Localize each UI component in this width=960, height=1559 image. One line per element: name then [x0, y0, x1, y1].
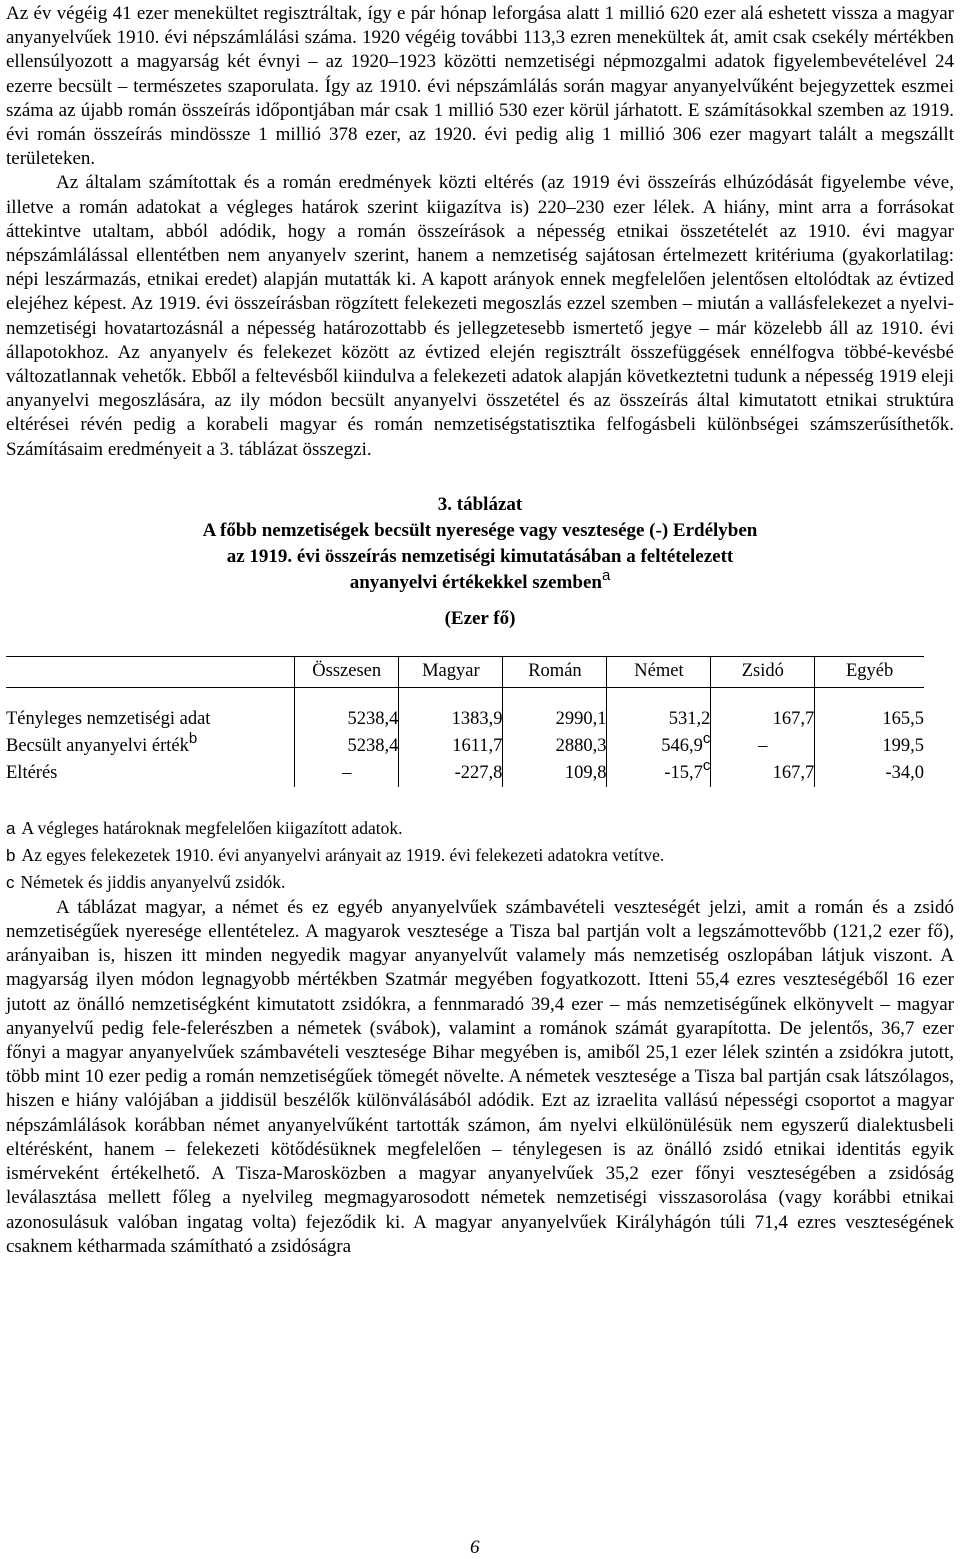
paragraph-1: Az év végéig 41 ezer menekültet regisztráltak, így e pár hónap leforgása alatt 1 millió 620 ezer alá eshetett vissza a magyar anyanyelvűek 1910. évi népszámlálási száma. 1920 végéig további 113,3 ezren menekültek át, amit csak csekély mértékben ellensúlyozott a magyarság két évnyi – az 1920–1923 közötti nemzetiségi népmozgalmi adatok figyelembevételével 24 ezerre becsült – természetes szaporulata. Így az 1910. évi népszámlálás során magyar anyanyelvűként bejegyzettek eszmei száma az újabb román összeírás időpontjában már csak 1 millió 530 ezer körül járhatott. E számításokkal szemben az 1919. évi román összeírás mindössze 1 millió 378 ezer, az 1920. évi pedig alig 1 millió 306 ezer magyart talált a megszállt területeken.	[6, 3, 954, 170]
table-cell: –	[295, 760, 399, 787]
table-cell: 5238,4	[295, 733, 399, 760]
footnote-c	[6, 869, 954, 896]
table-row	[6, 706, 924, 733]
table-cell: 199,5	[882, 735, 924, 756]
table-cell: -227,8	[399, 760, 503, 787]
footnote-text: A végleges határoknak megfelelően kiigazított adatok.	[21, 817, 403, 838]
table-title-footnote-mark: a	[601, 566, 611, 584]
table-number: 3. táblázat	[437, 493, 523, 515]
table-cell: -34,0	[885, 762, 924, 783]
footnote-mark: c	[6, 872, 15, 892]
table-title-line-3-text: anyanyelvi értékekkel szemben	[349, 571, 602, 593]
table-cell	[607, 729, 711, 760]
row-label-text: Becsült anyanyelvi érték	[6, 735, 189, 756]
table-cell: 167,7	[711, 706, 815, 733]
table-cell: 2990,1	[503, 706, 607, 733]
table-cell: 5238,4	[295, 706, 399, 733]
table-title-line-1: A főbb nemzetiségek becsült nyeresége vagy vesztesége (-) Erdélyben	[202, 519, 758, 541]
row-label: Eltérés	[6, 760, 295, 787]
table-cell: 2880,3	[503, 733, 607, 760]
footnote-mark: a	[6, 818, 16, 838]
header-cell-zsido: Zsidó	[711, 656, 815, 687]
footnote-b	[6, 842, 954, 869]
table-cell-footnote-mark: c	[702, 756, 711, 774]
header-cell-empty	[6, 656, 295, 687]
table-cell: 531,2	[607, 706, 711, 733]
paragraph-2: Az általam számítottak és a román eredmények közti eltérés (az 1919 évi összeírás elhúzódását figyelembe véve, illetve a román adatokat a végleges határok szerint kiigazítva is) 220–230 ezer lélek. A hiány, mint arra a forrásokat áttekintve utaltam, abból adódik, hogy a román összeírások a népesség etnikai összetételét az 1910. évi magyar népszámlálással ellentétben nem anyanyelv szerint, hanem a nemzetiség sajátosan értelmezett kritériuma (gyakorlatilag: népi leszármazás, etnikai eredet) alapján mutatták ki. A kapott arányok ennek megfelelően jelentősen eltolódtak az évtized elejéhez képest. Az 1919. évi összeírásban rögzített felekezeti megoszlás ezzel szemben – miután a vallásfelekezet a nyelvi-nemzetiségi hovatartozásnál a népesség határozottabb és jellegzetesebb ismertető jegye – már közelebb áll az 1910. évi állapotokhoz. Az anyanyelv és felekezet között az évtized elején regisztrált összefüggések ennélfogva többé-kevésbé változatlannak vehetők. Ebből a feltevésből kiindulva a felekezeti adatok alapján következtetni tudunk a népesség 1919 eleji anyanyelvi megoszlására, az ily módon becsült anyanyelvi összetétel és az összeírás által kimutatott etnikai struktúra eltérései révén pedig a korabeli magyar és román nemzetiségstatisztika felfogásbeli különbségei számszerűsíthetők. Számításaim eredményeit a 3. táblázat összegzi.	[6, 172, 954, 460]
data-table	[6, 656, 924, 787]
table-header-row	[6, 656, 924, 687]
row-label	[6, 729, 295, 760]
footnote-text: Németek és jiddis anyanyelvű zsidók.	[20, 871, 286, 892]
table-title	[6, 518, 954, 596]
table-footnotes	[6, 815, 954, 896]
table-cell: 1383,9	[399, 706, 503, 733]
table-spacer-row	[6, 687, 924, 706]
page-number: 6	[470, 1537, 480, 1558]
document-page	[6, 2, 954, 1259]
header-cell-roman: Román	[503, 656, 607, 687]
footnote-mark: b	[6, 845, 16, 865]
header-cell-magyar: Magyar	[399, 656, 503, 687]
table-cell-value: -15,7	[664, 762, 703, 783]
table-row	[6, 733, 924, 760]
header-cell-nemet: Német	[607, 656, 711, 687]
table-cell-footnote-mark: c	[702, 729, 711, 747]
paragraph-3: A táblázat magyar, a német és ez egyéb anyanyelvűek számbavételi veszteségét jelzi, amit a román és a zsidó nemzetiségűek nyeresége ellentételez. A magyarok vesztesége a Tisza bal partján volt a legszámottevőbb (121,2 ezer fő), arányaiban is, hiszen itt minden negyedik magyar anyanyelvűt valamely más nemzetiség oszlopában látjuk viszont. A magyarság ilyen módon legnagyobb mértékben Szatmár megyében fogyatkozott. Itteni 55,4 ezres veszteségéből 16 ezer jutott az önálló nemzetiségként kimutatott zsidókra, a fennmaradó 39,4 ezer – más nemzetiségűnek elkönyvelt – magyar anyanyelvű pedig fele-felerészben a németek (svábok), valamint a románok számát gyarapította. De jelentős, 36,7 ezer főnyi a magyar anyanyelvűek számbavételi vesztesége Bihar megyében is, amiből 25,1 ezer lélek szintén a zsidókra jutott, több mint 10 ezer pedig a román nemzetiségűek tömegét növelte. A németek vesztesége a Tisza bal partján csak látszólagos, hiszen e hiány valójában a jiddisül beszélők különválásából adódik. Ezt az izraelita vallású népességi csoportot a magyar népszámlálások korábban német anyanyelvűként tartották számon, ám nyelvi elkülönülésük nem egyszerű dialektusbeli eltérésként, hanem – felekezeti kötődésüknek megfelelően – ténylegesen is az önálló zsidó etnikai identitás egyik ismérveként értékelhető. A Tisza-Marosközben a magyar anyanyelvűek 35,2 ezer főnyi veszteségében a zsidóság leválasztása mellett főleg a nyelvileg megmagyarosodott németek nemzetiségi visszasorolása (vagy korábbi etnikai azonosulásuk valóban ingatag volta) fejeződik ki. A magyar anyanyelvűek Királyhágón túli 71,4 ezres veszteségének csaknem kétharmada számítható a zsidóságra	[6, 896, 954, 1257]
header-cell-egyeb: Egyéb	[815, 656, 924, 687]
header-cell-osszesen: Összesen	[295, 656, 399, 687]
table-cell: 1611,7	[399, 733, 503, 760]
table-cell: 109,8	[503, 760, 607, 787]
table-title-line-3	[6, 566, 954, 596]
table-row	[6, 760, 924, 787]
table-title-line-2: az 1919. évi összeírás nemzetiségi kimutatásában a feltételezett	[226, 545, 734, 567]
table-cell	[607, 756, 711, 787]
row-label: Tényleges nemzetiségi adat	[6, 706, 295, 733]
table-cell-value: 546,9	[661, 735, 703, 756]
table-cell: –	[711, 733, 815, 760]
table-cell: 167,7	[711, 760, 815, 787]
table-unit: (Ezer fő)	[444, 607, 516, 629]
row-label-footnote-mark: b	[188, 729, 198, 747]
footnote-a	[6, 815, 954, 842]
footnote-text: Az egyes felekezetek 1910. évi anyanyelvi arányait az 1919. évi felekezeti adatokra vetítve.	[21, 844, 665, 865]
table-cell: 165,5	[882, 708, 924, 729]
